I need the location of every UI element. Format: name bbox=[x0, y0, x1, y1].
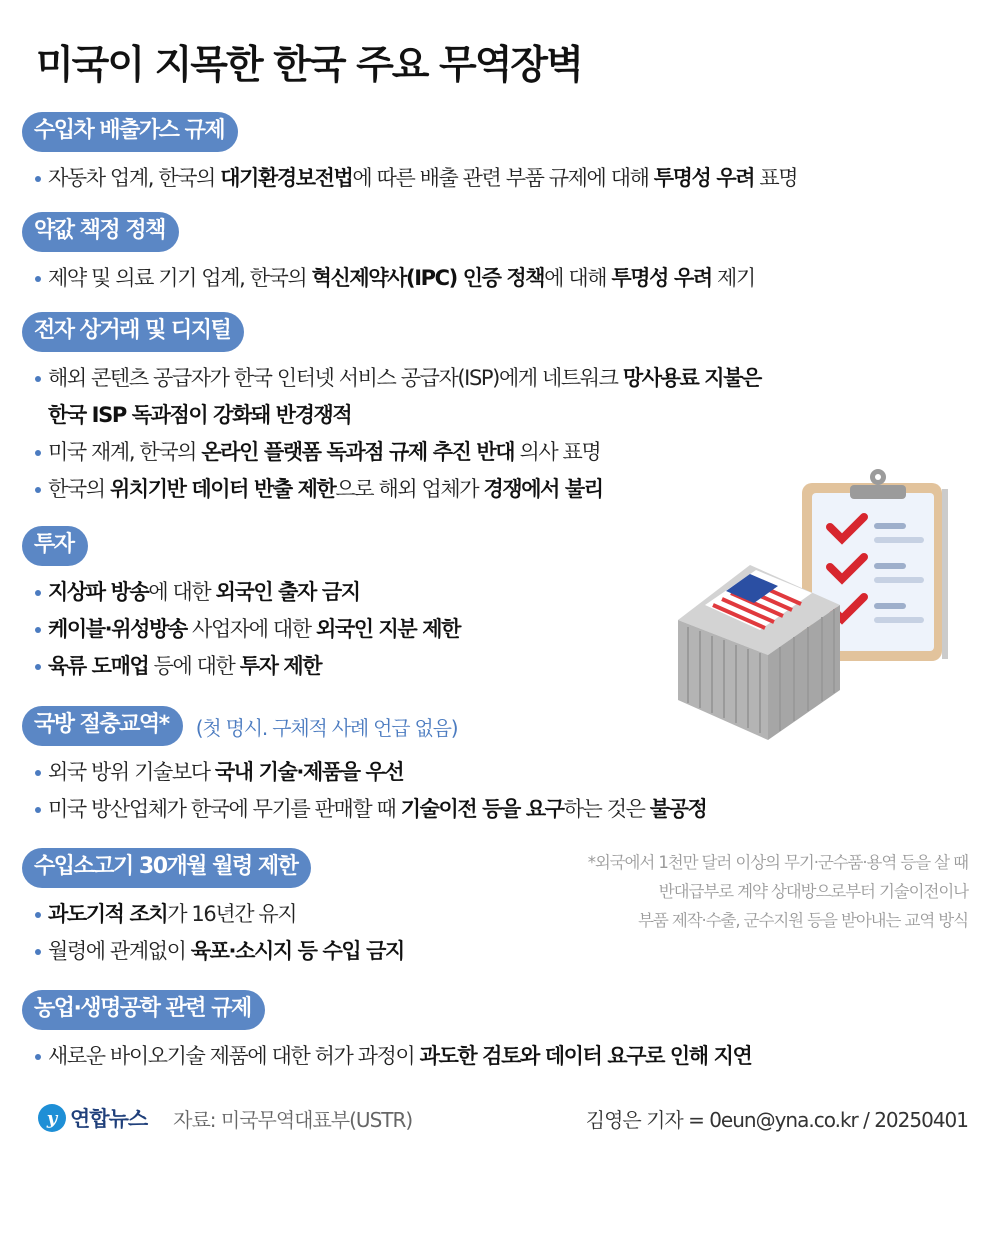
source-text: 자료: 미국무역대표부(USTR) bbox=[173, 1107, 413, 1132]
emphasis-text: 케이블·위성방송 bbox=[48, 617, 187, 641]
bullet-item bbox=[22, 471, 761, 508]
footnote-line: 반대급부로 계약 상대방으로부터 기술이전이나 bbox=[658, 882, 968, 901]
bullet-dot-icon bbox=[35, 450, 41, 456]
bullet-dot-icon bbox=[35, 1054, 41, 1060]
emphasis-text: 국내 기술·제품을 우선 bbox=[214, 760, 404, 784]
bullet-dot-icon bbox=[35, 770, 41, 776]
page-title: 미국이 지목한 한국 주요 무역장벽 bbox=[36, 43, 582, 88]
emphasis-text: 외국인 지분 제한 bbox=[315, 617, 460, 641]
bullet-item bbox=[22, 160, 797, 197]
section-header bbox=[22, 990, 751, 1030]
section-digital-trade bbox=[22, 312, 761, 508]
bullet-list bbox=[22, 574, 460, 685]
bullet-item bbox=[22, 611, 460, 648]
section-defense-offset bbox=[22, 706, 706, 828]
bullet-item bbox=[22, 434, 761, 471]
section-header bbox=[22, 526, 460, 566]
emphasis-text: 투명성 우려 bbox=[653, 166, 755, 190]
bullet-dot-icon bbox=[35, 590, 41, 596]
body-text: 새로운 바이오기술 제품에 대한 허가 과정이 bbox=[48, 1044, 420, 1068]
section-agri-biotech bbox=[22, 990, 751, 1075]
emphasis-text: 과도기적 조치 bbox=[48, 902, 168, 926]
body-text: 해외 콘텐츠 공급자가 한국 인터넷 서비스 공급자(ISP)에게 네트워크 bbox=[48, 366, 623, 390]
section-header bbox=[22, 312, 761, 352]
category-pill: 투자 bbox=[22, 526, 88, 566]
emphasis-text: 투명성 우려 bbox=[611, 266, 712, 290]
body-text: 외국 방위 기술보다 bbox=[48, 760, 215, 784]
section-investment bbox=[22, 526, 460, 685]
bullet-dot-icon bbox=[35, 176, 41, 182]
category-pill: 수입소고기 30개월 월령 제한 bbox=[22, 848, 311, 888]
emphasis-text: 기술이전 등을 요구 bbox=[400, 797, 564, 821]
emphasis-text: 과도한 검토와 데이터 요구로 인해 지연 bbox=[419, 1044, 752, 1068]
section-emissions bbox=[22, 112, 797, 197]
emphasis-text: 육류 도매업 bbox=[48, 654, 149, 678]
bullet-list bbox=[22, 1038, 751, 1075]
bullet-dot-icon bbox=[35, 276, 41, 282]
bullet-item bbox=[22, 896, 404, 933]
section-drug-pricing bbox=[22, 212, 755, 297]
emphasis-text: 경쟁에서 불리 bbox=[483, 477, 603, 501]
body-text: 월령에 관계없이 bbox=[48, 939, 191, 963]
footnote-line: 부품 제작·수출, 군수지원 등을 받아내는 교역 방식 bbox=[638, 911, 968, 930]
section-header bbox=[22, 212, 755, 252]
bullet-item bbox=[22, 1038, 751, 1075]
body-text: 미국 재계, 한국의 bbox=[48, 440, 202, 464]
bullet-item bbox=[22, 360, 761, 434]
emphasis-text: 혁신제약사(IPC) 인증 정책 bbox=[311, 266, 545, 290]
body-text: 등에 대한 bbox=[148, 654, 240, 678]
body-text: 제약 및 의료 기기 업계, 한국의 bbox=[48, 266, 312, 290]
body-text: 표명 bbox=[754, 166, 798, 190]
body-text: 미국 방산업체가 한국에 무기를 판매할 때 bbox=[48, 797, 401, 821]
yonhap-logo-icon: y bbox=[38, 1104, 66, 1132]
body-text: 하는 것은 bbox=[563, 797, 650, 821]
body-text: 에 대한 bbox=[148, 580, 216, 604]
category-pill: 약값 책정 정책 bbox=[22, 212, 179, 252]
bullet-item bbox=[22, 791, 706, 828]
section-header bbox=[22, 706, 706, 746]
footer bbox=[38, 1098, 968, 1138]
bullet-dot-icon bbox=[35, 949, 41, 955]
emphasis-text: 온라인 플랫폼 독과점 규제 추진 반대 bbox=[201, 440, 515, 464]
bullet-dot-icon bbox=[35, 664, 41, 670]
bullet-list bbox=[22, 754, 706, 828]
bullet-list bbox=[22, 260, 755, 297]
emphasis-text: 투자 제한 bbox=[239, 654, 322, 678]
bullet-dot-icon bbox=[35, 487, 41, 493]
bullet-dot-icon bbox=[35, 627, 41, 633]
body-text: 으로 해외 업체가 bbox=[335, 477, 484, 501]
body-text: 가 16년간 유지 bbox=[167, 902, 297, 926]
category-pill: 전자 상거래 및 디지털 bbox=[22, 312, 244, 352]
bullet-list bbox=[22, 360, 761, 508]
bullet-item bbox=[22, 933, 404, 970]
category-pill: 국방 절충교역* bbox=[22, 706, 183, 746]
bullet-dot-icon bbox=[35, 376, 41, 382]
bullet-list bbox=[22, 160, 797, 197]
footnote-line: *외국에서 1천만 달러 이상의 무기·군수품·용역 등을 살 때 bbox=[587, 853, 968, 872]
section-header bbox=[22, 848, 404, 888]
body-text: 자동차 업계, 한국의 bbox=[48, 166, 221, 190]
bullet-dot-icon bbox=[35, 912, 41, 918]
bullet-dot-icon bbox=[35, 807, 41, 813]
body-text: 제기 bbox=[711, 266, 755, 290]
yonhap-logo-text: 연합뉴스 bbox=[70, 1107, 148, 1131]
section-header bbox=[22, 112, 797, 152]
category-pill: 수입차 배출가스 규제 bbox=[22, 112, 238, 152]
emphasis-text: 망사용료 지불은 bbox=[622, 366, 761, 390]
emphasis-text: 외국인 출자 금지 bbox=[215, 580, 360, 604]
section-note: (첫 명시. 구체적 사례 언급 없음) bbox=[195, 716, 458, 740]
footnote bbox=[588, 848, 968, 935]
bullet-list bbox=[22, 896, 404, 970]
category-pill: 농업·생명공학 관련 규제 bbox=[22, 990, 265, 1030]
yonhap-logo bbox=[38, 1103, 147, 1133]
emphasis-text: 한국 ISP 독과점이 강화돼 반경쟁적 bbox=[48, 403, 352, 427]
body-text: 한국의 bbox=[48, 477, 110, 501]
body-text: 에 대해 bbox=[544, 266, 612, 290]
body-text: 에 따른 배출 관련 부품 규제에 대해 bbox=[352, 166, 654, 190]
bullet-item bbox=[22, 754, 706, 791]
credit-text: 김영은 기자 = 0eun@yna.co.kr / 20250401 bbox=[585, 1107, 968, 1132]
emphasis-text: 위치기반 데이터 반출 제한 bbox=[109, 477, 336, 501]
emphasis-text: 대기환경보전법 bbox=[220, 166, 353, 190]
section-beef-age-limit bbox=[22, 848, 404, 970]
trade-illustration bbox=[660, 465, 960, 765]
bullet-item bbox=[22, 574, 460, 611]
bullet-item bbox=[22, 648, 460, 685]
emphasis-text: 육포·소시지 등 수입 금지 bbox=[190, 939, 404, 963]
bullet-item bbox=[22, 260, 755, 297]
emphasis-text: 지상파 방송 bbox=[48, 580, 149, 604]
body-text: 의사 표명 bbox=[514, 440, 601, 464]
emphasis-text: 불공정 bbox=[649, 797, 707, 821]
body-text: 사업자에 대한 bbox=[186, 617, 316, 641]
